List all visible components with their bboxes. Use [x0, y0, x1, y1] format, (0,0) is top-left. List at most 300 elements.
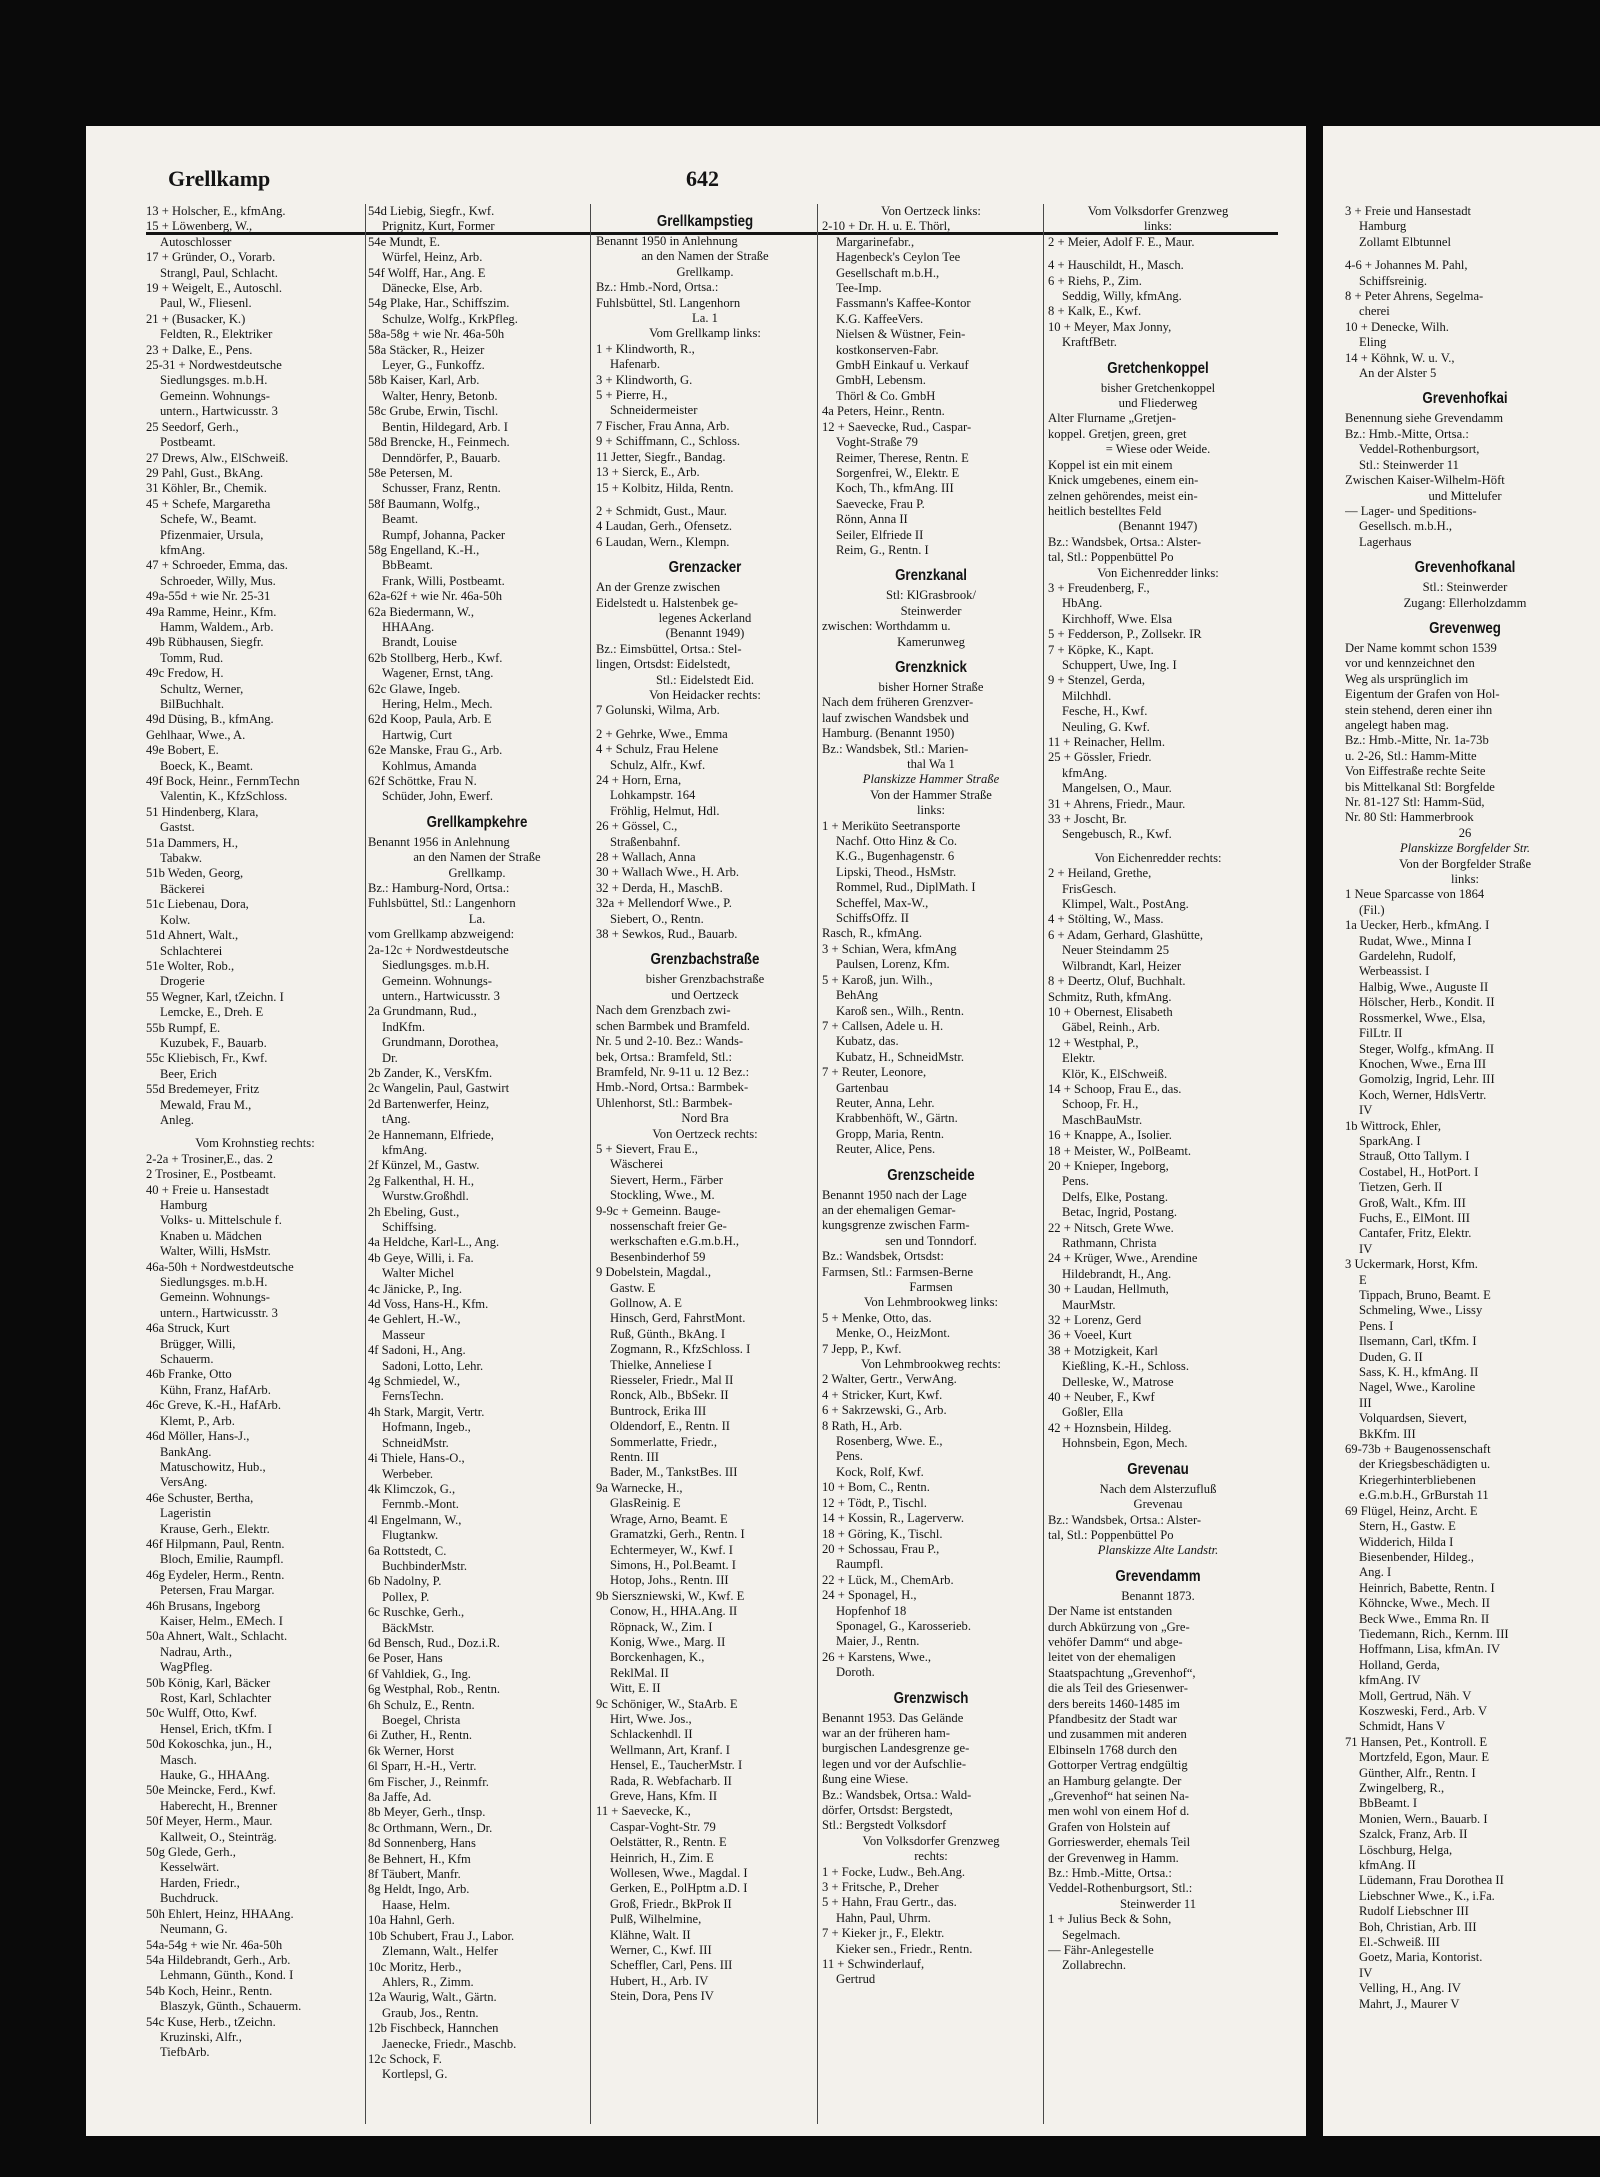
entry-continuation: Stein, Dora, Pens IV — [610, 1989, 714, 2004]
entry-continuation: Hotop, Johs., Rentn. III — [610, 1573, 729, 1588]
entry-continuation: Drogerie — [160, 974, 205, 989]
entry-line: 6f Vahldiek, G., Ing. — [368, 1666, 471, 1681]
entry-line: Eidelstedt u. Halstenbek ge- — [596, 595, 738, 610]
entry-continuation: Hensel, E., TaucherMstr. I — [610, 1758, 743, 1773]
entry-line: Fuhlsbüttel, Stl. Langenhorn — [596, 295, 741, 310]
entry-line: 8a Jaffe, Ad. — [368, 1790, 432, 1805]
entry-line: 49a Ramme, Heinr., Kfm. — [146, 604, 277, 619]
entry-continuation: Hauke, G., HHAAng. — [160, 1768, 270, 1783]
column-divider — [365, 204, 366, 2124]
right-page — [1323, 126, 1600, 2136]
entry-line: 4e Gehlert, H.-W., — [368, 1312, 461, 1327]
entry-line: 62b Stollberg, Herb., Kwf. — [368, 650, 503, 665]
entry-line: Bz.: Wandsbek, Ortsa.: Wald- — [822, 1787, 972, 1802]
entry-continuation: Delfs, Elke, Postang. — [1062, 1189, 1168, 1204]
entry-continuation: Wagener, Ernst, tAng. — [382, 666, 494, 681]
entry-line: 26 + Karstens, Wwe., — [822, 1649, 931, 1664]
entry-continuation: Ang. I — [1359, 1565, 1392, 1580]
entry-continuation: KraftfBetr. — [1062, 335, 1117, 350]
section-note: Von Heidacker rechts: — [649, 687, 761, 702]
entry-continuation: SchiffsOffz. II — [836, 911, 909, 926]
entry-continuation: Hamm, Waldem., Arb. — [160, 619, 274, 634]
entry-continuation: FrisGesch. — [1062, 881, 1117, 896]
entry-line: 24 + Horn, Erna, — [596, 773, 682, 787]
entry-continuation: Conow, H., HHA.Ang. II — [610, 1604, 738, 1619]
entry-continuation: Schauerm. — [160, 1352, 214, 1367]
entry-line: 46a-50h + Nordwestdeutsche — [146, 1259, 294, 1274]
entry-continuation: Gesellsch. m.b.H., — [1359, 519, 1453, 534]
entry-continuation: Kühn, Franz, HafArb. — [160, 1382, 271, 1397]
entry-line: men wohl von einem Hof d. — [1048, 1804, 1190, 1819]
entry-continuation: IV — [1359, 1241, 1373, 1256]
entry-continuation: SchneidMstr. — [382, 1435, 449, 1450]
entry-continuation: Gemeinn. Wohnungs- — [160, 1290, 270, 1305]
entry-line: 3 + Freudenberg, F., — [1048, 580, 1150, 595]
entry-line: 32 + Derda, H., MaschB. — [596, 880, 723, 895]
entry-line: 50e Meincke, Ferd., Kwf. — [146, 1783, 276, 1798]
entry-continuation: Feldten, R., Elektriker — [160, 327, 273, 342]
entry-line: 51a Dammers, H., — [146, 835, 238, 850]
entry-line: 58d Brencke, H., Feinmech. — [368, 435, 510, 450]
entry-continuation: Ilsemann, Carl, tKfm. I — [1359, 1334, 1477, 1349]
entry-line: Uhlenhorst, Stl.: Barmbek- — [596, 1095, 733, 1110]
entry-continuation: Pens. I — [1359, 1318, 1394, 1333]
entry-line: An der Grenze zwischen — [596, 580, 721, 595]
entry-line: 46a Struck, Kurt — [146, 1321, 230, 1336]
entry-line: Bz.: Wandsbek, Ortsdst: — [822, 1249, 944, 1264]
entry-continuation: nossenschaft freier Ge- — [610, 1218, 727, 1233]
entry-line: 7 Fischer, Frau Anna, Arb. — [596, 418, 730, 433]
entry-continuation: Hopfenhof 18 — [836, 1603, 907, 1618]
entry-line: dörfer, Ortsdst: Bergstedt, — [822, 1803, 953, 1817]
entry-continuation: der Kriegsbeschädigten u. — [1359, 1457, 1491, 1472]
entry-continuation: Beamt. — [382, 512, 419, 527]
entry-line: 9c Schöniger, W., StaArb. E — [596, 1696, 738, 1711]
entry-line: 24 + Sponagel, H., — [822, 1588, 917, 1603]
entry-continuation: Volquardsen, Sievert, — [1359, 1411, 1467, 1426]
entry-line: Staatspachtung „Grevenhof“, — [1048, 1665, 1196, 1680]
entry-line: lauf zwischen Wandsbek und — [822, 710, 969, 725]
entry-line: Nach dem früheren Grenzver- — [822, 695, 974, 710]
entry-continuation: Fuchs, E., ElMont. III — [1359, 1210, 1470, 1225]
section-note: Zugang: Ellerholzdamm — [1403, 595, 1527, 610]
entry-line: angelegt haben mag. — [1345, 717, 1449, 732]
entry-continuation: Klimpel, Walt., PostAng. — [1062, 897, 1189, 912]
section-note: Von der Borgfelder Straße — [1398, 856, 1532, 871]
entry-continuation: Kießling, K.-H., Schloss. — [1062, 1359, 1189, 1374]
section-note: Von Lehmbrookweg rechts: — [861, 1357, 1001, 1372]
entry-line: war an der früheren ham- — [822, 1725, 950, 1740]
entry-line: 11 + Saevecke, K., — [596, 1804, 691, 1819]
entry-continuation: Walter, Willi, HsMstr. — [160, 1244, 271, 1259]
entry-continuation: GmbH Einkauf u. Verkauf — [836, 358, 969, 373]
spacer — [1048, 843, 1268, 851]
entry-continuation: An der Alster 5 — [1359, 366, 1437, 381]
entry-continuation: Neuer Steindamm 25 — [1062, 943, 1170, 958]
entry-line: 10 + Bom, C., Rentn. — [822, 1480, 930, 1495]
entry-line: Benennung siehe Grevendamm — [1345, 411, 1504, 426]
entry-continuation: Schneidermeister — [610, 403, 698, 418]
entry-line: 2f Künzel, M., Gastw. — [368, 1158, 480, 1173]
entry-continuation: Koszweski, Ferd., Arb. V — [1359, 1703, 1488, 1718]
section-note: Farmsen — [909, 1280, 953, 1294]
entry-line: zwischen: Worthdamm u. — [822, 619, 951, 634]
entry-continuation: Biesenbender, Hildeg., — [1359, 1549, 1474, 1564]
entry-line: Benannt 1953. Das Gelände — [822, 1710, 964, 1725]
entry-continuation: Siebert, O., Rentn. — [610, 911, 704, 926]
entry-continuation: Nachf. Otto Hinz & Co. — [836, 834, 958, 849]
entry-continuation: Harden, Friedr., — [160, 1875, 240, 1890]
entry-line: tal, Stl.: Poppenbüttel Po — [1048, 550, 1174, 565]
entry-continuation: Stern, H., Gastw. E — [1359, 1519, 1456, 1534]
entry-continuation: Thörl & Co. GmbH — [836, 388, 936, 403]
entry-line: vom Grellkamp abzweigend: — [368, 927, 515, 942]
entry-line: Der Name ist entstanden — [1048, 1604, 1173, 1619]
entry-continuation: Schefe, W., Beamt. — [160, 512, 257, 527]
entry-line: 8c Orthmann, Wern., Dr. — [368, 1820, 493, 1835]
entry-continuation: Goetz, Maria, Kontorist. — [1359, 1950, 1483, 1965]
entry-line: 9 + Stenzel, Gerda, — [1048, 673, 1145, 688]
entry-continuation: Saevecke, Frau P. — [836, 496, 925, 511]
column-divider — [1043, 204, 1044, 2124]
entry-line: 5 + Fedderson, P., Zollsekr. IR — [1048, 627, 1202, 642]
entry-line: 3 + Fritsche, P., Dreher — [822, 1880, 939, 1895]
entry-line: 5 + Hahn, Frau Gertr., das. — [822, 1895, 957, 1910]
entry-continuation: Rathmann, Christa — [1062, 1236, 1157, 1250]
entry-line: 13 + Sierck, E., Arb. — [596, 465, 700, 480]
entry-line: 58b Kaiser, Karl, Arb. — [368, 373, 480, 388]
entry-continuation: Zollamt Elbtunnel — [1359, 234, 1451, 249]
entry-continuation: Reim, G., Rentn. I — [836, 542, 929, 557]
spacer — [1048, 250, 1268, 258]
entry-continuation: BkKfm. III — [1359, 1426, 1416, 1441]
entry-continuation: Graub, Jos., Rentn. — [382, 2005, 479, 2020]
entry-line: 36 + Voeel, Kurt — [1048, 1328, 1132, 1343]
entry-line: durch Abkürzung von „Gre- — [1048, 1619, 1190, 1634]
entry-line: — Fähr-Anlegestelle — [1048, 1943, 1154, 1958]
right-page-column — [1345, 204, 1585, 2012]
street-heading: Grevenweg — [1429, 619, 1501, 637]
entry-continuation: Krabbenhöft, W., Gärtn. — [836, 1111, 958, 1126]
entry-continuation: untern., Hartwicusstr. 3 — [160, 1305, 278, 1320]
entry-continuation: Rudat, Wwe., Minna I — [1359, 933, 1472, 948]
entry-continuation: Costabel, H., HotPort. I — [1359, 1164, 1479, 1179]
entry-line: Bz.: Wandsbek, Ortsa.: Alster- — [1048, 1512, 1202, 1527]
entry-continuation: kfmAng. II — [1359, 1858, 1416, 1873]
entry-continuation: kfmAng. IV — [1359, 1673, 1421, 1688]
entry-continuation: Gäbel, Reinh., Arb. — [1062, 1020, 1160, 1035]
entry-continuation: Neumann, G. — [160, 1922, 228, 1937]
entry-continuation: Rada, R. Webfacharb. II — [610, 1773, 732, 1788]
entry-continuation: Doroth. — [836, 1665, 875, 1680]
entry-continuation: Gartenbau — [836, 1080, 889, 1095]
entry-continuation: kfmAng. — [382, 1142, 428, 1157]
entry-line: 6c Ruschke, Gerh., — [368, 1605, 465, 1620]
entry-continuation: Hinsch, Gerd, FahrstMont. — [610, 1311, 746, 1326]
entry-continuation: Wäscherei — [610, 1157, 664, 1172]
entry-continuation: Rosenberg, Wwe. E., — [836, 1434, 943, 1449]
page-header — [86, 166, 1306, 196]
entry-line: die als Teil des Griesenwer- — [1048, 1681, 1188, 1696]
entry-continuation: Kallweit, O., Steinträg. — [160, 1829, 277, 1844]
entry-continuation: Kubatz, das. — [836, 1034, 899, 1049]
entry-continuation: BilBuchhalt. — [160, 697, 225, 711]
entry-line: 4 + Schulz, Frau Helene — [596, 742, 719, 757]
entry-line: Bz.: Hmb.-Mitte, Ortsa.: — [1048, 1866, 1172, 1881]
entry-continuation: Menke, O., HeizMont. — [836, 1326, 951, 1341]
section-note: Stl: KlGrasbrook/ — [886, 588, 976, 603]
entry-line: 8e Behnert, H., Kfm — [368, 1851, 471, 1866]
entry-continuation: Autoschlosser — [160, 234, 232, 249]
entry-line: 8b Meyer, Gerh., tInsp. — [368, 1805, 486, 1820]
entry-line: 11 + Reinacher, Hellm. — [1048, 735, 1165, 749]
entry-line: Elbinseln 1768 durch den — [1048, 1742, 1178, 1757]
entry-line: zelnen gehörendes, meist ein- — [1048, 488, 1198, 503]
entry-continuation: Walter Michel — [382, 1266, 455, 1281]
entry-continuation: Hofmann, Ingeb., — [382, 1420, 471, 1435]
entry-line: Hmb.-Nord, Ortsa.: Barmbek- — [596, 1080, 749, 1095]
section-note: Nord Bra — [681, 1111, 729, 1126]
entry-line: 6h Schulz, E., Rentn. — [368, 1697, 475, 1712]
entry-line: 69 Flügel, Heinz, Archt. E — [1345, 1503, 1478, 1518]
entry-continuation: e.G.m.b.H., GrBurstah 11 — [1359, 1488, 1489, 1503]
entry-line: 6 + Sakrzewski, G., Arb. — [822, 1403, 947, 1418]
entry-continuation: IndKfm. — [382, 1019, 426, 1034]
entry-line: 55d Bredemeyer, Fritz — [146, 1082, 260, 1097]
entry-continuation: Milchhdl. — [1062, 688, 1112, 703]
entry-line: Bz.: Hmb.-Nord, Ortsa.: — [596, 280, 719, 295]
entry-line: 40 + Freie u. Hansestadt — [146, 1182, 269, 1197]
entry-continuation: Kolw. — [160, 912, 191, 927]
entry-line: 32a + Mellendorf Wwe., P. — [596, 896, 732, 911]
entry-line: 19 + Weigelt, E., Autoschl. — [146, 281, 282, 296]
entry-line: 46c Greve, K.-H., HafArb. — [146, 1398, 281, 1413]
entry-continuation: Fröhlig, Helmut, Hdl. — [610, 803, 720, 818]
entry-continuation: Tee-Imp. — [836, 281, 882, 296]
street-heading: Grenzscheide — [887, 1166, 975, 1184]
entry-continuation: Tiedemann, Rich., Kernm. III — [1359, 1626, 1509, 1641]
entry-continuation: Hirt, Wwe. Jos., — [610, 1711, 692, 1726]
entry-line: 18 + Meister, W., PolBeamt. — [1048, 1143, 1192, 1158]
entry-continuation: Velling, H., Ang. IV — [1359, 1981, 1461, 1996]
entry-continuation: MaschBauMstr. — [1062, 1112, 1143, 1127]
entry-line: 46e Schuster, Bertha, — [146, 1490, 254, 1505]
entry-continuation: Hamburg — [1359, 219, 1407, 234]
entry-line: 27 Drews, Alw., ElSchweiß. — [146, 450, 289, 465]
entry-continuation: Köhncke, Wwe., Mech. II — [1359, 1596, 1490, 1611]
entry-continuation: Goßler, Ella — [1062, 1405, 1124, 1420]
entry-line: 50b König, Karl, Bäcker — [146, 1675, 271, 1690]
entry-continuation: Scheffel, Max-W., — [836, 895, 929, 910]
street-heading: Grenzwisch — [893, 1689, 969, 1707]
entry-continuation: Haase, Helm. — [382, 1897, 451, 1912]
entry-continuation: Lagerhaus — [1359, 534, 1412, 549]
entry-line: 12c Schock, F. — [368, 2051, 442, 2066]
section-note: Benannt 1873. — [1121, 1588, 1195, 1603]
entry-continuation: Knochen, Wwe., Erna III — [1359, 1056, 1487, 1071]
entry-continuation: Kuzubek, F., Bauarb. — [160, 1035, 267, 1050]
entry-continuation: Seddig, Willy, kfmAng. — [1062, 289, 1182, 304]
entry-line: 4l Engelmann, W., — [368, 1512, 462, 1527]
entry-line: Fuhlsbüttel, Stl.: Langenhorn — [368, 896, 516, 911]
entry-continuation: Ahlers, R., Zimm. — [382, 1974, 474, 1989]
entry-line: bek, Ortsa.: Bramfeld, Stl.: — [596, 1049, 733, 1064]
entry-continuation: Schultz, Werner, — [160, 681, 244, 696]
entry-line: 58g Engelland, K.-H., — [368, 542, 480, 557]
entry-continuation: Tippach, Bruno, Beamt. E — [1359, 1288, 1491, 1302]
entry-continuation: Dänecke, Else, Arb. — [382, 281, 483, 296]
entry-line: 58c Grube, Erwin, Tischl. — [368, 404, 499, 419]
entry-continuation: Masseur — [382, 1327, 425, 1342]
street-heading: Grevendamm — [1115, 1567, 1201, 1585]
section-note: Grellkamp. — [676, 264, 734, 279]
entry-continuation: Rost, Karl, Schlachter — [160, 1691, 272, 1705]
entry-line: 55c Kliebisch, Fr., Kwf. — [146, 1051, 268, 1066]
entry-continuation: Nagel, Wwe., Karoline — [1359, 1380, 1476, 1395]
entry-line: Stl.: Bergstedt Volksdorf — [822, 1818, 947, 1833]
entry-line: 4b Geye, Willi, i. Fa. — [368, 1250, 474, 1265]
entry-line: 40 + Neuber, F., Kwf — [1048, 1390, 1155, 1405]
entry-continuation: Rossmerkel, Wwe., Elsa, — [1359, 1010, 1486, 1025]
entry-line: 2-2a + Trosiner,E., das. 2 — [146, 1151, 273, 1166]
section-note: Kamerunweg — [897, 634, 965, 649]
column-1 — [146, 204, 364, 2124]
entry-line: 46g Eydeler, Herm., Rentn. — [146, 1567, 285, 1582]
section-note: rechts: — [914, 1849, 948, 1864]
entry-line: 4a Peters, Heinr., Rentn. — [822, 404, 945, 419]
entry-line: ders bereits 1460-1485 im — [1048, 1696, 1180, 1711]
entry-line: 9 + Schiffmann, C., Schloss. — [596, 434, 741, 449]
entry-line: vehöfer Damm“ und abge- — [1048, 1634, 1183, 1649]
entry-continuation: Scheffler, Carl, Pens. III — [610, 1958, 733, 1973]
entry-continuation: FilLtr. II — [1359, 1026, 1403, 1041]
entry-continuation: Schroeder, Willy, Mus. — [160, 573, 276, 588]
entry-line: 16 + Knappe, A., Isolier. — [1048, 1128, 1172, 1143]
entry-continuation: Tabakw. — [160, 851, 203, 866]
entry-line: 32 + Lorenz, Gerd — [1048, 1313, 1142, 1328]
entry-continuation: Eling — [1359, 335, 1387, 350]
entry-continuation: Blaszyk, Günth., Schauerm. — [160, 1999, 302, 2014]
entry-line: Zwischen Kaiser-Wilhelm-Höft — [1345, 473, 1505, 488]
entry-continuation: Stockling, Wwe., M. — [610, 1188, 715, 1203]
entry-line: Bz.: Wandsbek, Ortsa.: Alster- — [1048, 534, 1202, 549]
section-note: an den Namen der Straße — [413, 850, 541, 865]
entry-continuation: Veddel-Rothenburgsort, — [1359, 442, 1480, 457]
entry-continuation: FernsTechn. — [382, 1389, 444, 1404]
entry-line: 4 + Stölting, W., Mass. — [1048, 912, 1164, 927]
entry-line: 11 + Schwinderlauf, — [822, 1957, 925, 1972]
section-note: (Benannt 1949) — [665, 626, 745, 641]
entry-continuation: Sadoni, Lotto, Lehr. — [382, 1358, 484, 1373]
entry-continuation: Hamburg — [160, 1198, 208, 1212]
entry-line: 2 Trosiner, E., Postbeamt. — [146, 1167, 276, 1182]
entry-continuation: Schiffsing. — [382, 1220, 437, 1234]
entry-continuation: Bentin, Hildegard, Arb. I — [382, 419, 508, 434]
entry-line: 25-31 + Nordwestdeutsche — [146, 358, 282, 373]
entry-line: 5 + Karoß, jun. Wilh., — [822, 972, 933, 987]
entry-line: 54g Plake, Har., Schiffszim. — [368, 296, 510, 311]
entry-continuation: Hafenarb. — [610, 357, 660, 372]
entry-line: 22 + Nitsch, Grete Wwe. — [1048, 1220, 1174, 1235]
entry-line: 6l Sparr, H.-H., Vertr. — [368, 1759, 477, 1774]
entry-line: 2 + Gehrke, Wwe., Emma — [596, 726, 728, 741]
entry-continuation: BbBeamt. I — [1359, 1796, 1418, 1811]
entry-line: „Grevenhof“ hat seinen Na- — [1048, 1789, 1189, 1803]
entry-line: 4f Sadoni, H., Ang. — [368, 1343, 466, 1358]
entry-line: 1 + Klindworth, R., — [596, 341, 695, 356]
entry-continuation: Schuppert, Uwe, Ing. I — [1062, 657, 1177, 672]
entry-continuation: Hartwig, Curt — [382, 727, 452, 742]
entry-continuation: Gropp, Maria, Rentn. — [836, 1126, 945, 1141]
entry-line: 10 + Denecke, Wilh. — [1345, 319, 1449, 334]
entry-line: 12b Fischbeck, Hannchen — [368, 2021, 499, 2036]
entry-continuation: Betac, Ingrid, Postang. — [1062, 1205, 1178, 1220]
entry-continuation: Gramatzki, Gerh., Rentn. I — [610, 1527, 745, 1542]
entry-continuation: ReklMal. II — [610, 1665, 669, 1680]
entry-line: 55b Rumpf, E. — [146, 1020, 221, 1035]
entry-continuation: Straßenbahnf. — [610, 834, 681, 849]
entry-continuation: Siedlungsges. m.b.H. — [160, 1275, 268, 1290]
entry-line: 6 + Riehs, P., Zim. — [1048, 273, 1142, 288]
entry-line: 51b Weden, Georg, — [146, 866, 244, 881]
entry-line: 2d Bartenwerfer, Heinz, — [368, 1096, 490, 1111]
entry-continuation: Valentin, K., KfzSchloss. — [160, 789, 288, 804]
section-note: thal Wa 1 — [907, 757, 955, 771]
entry-continuation: E — [1359, 1272, 1367, 1287]
section-note: legenes Ackerland — [658, 610, 752, 625]
entry-continuation: kfmAng. — [1062, 765, 1108, 780]
entry-line: 50f Meyer, Herm., Maur. — [146, 1814, 273, 1829]
entry-continuation: Gertrud — [836, 1972, 876, 1987]
entry-line: 3 + Schian, Wera, kfmAng — [822, 941, 957, 956]
entry-continuation: Kieker sen., Friedr., Rentn. — [836, 1941, 973, 1956]
entry-continuation: Zlemann, Walt., Helfer — [382, 1944, 498, 1959]
entry-continuation: IV — [1359, 1965, 1373, 1980]
entry-line: 46f Hilpmann, Paul, Rentn. — [146, 1536, 285, 1551]
entry-line: 21 + (Busacker, K.) — [146, 311, 246, 326]
entry-continuation: Buchdruck. — [160, 1891, 219, 1906]
entry-continuation: Gomolzig, Ingrid, Lehr. III — [1359, 1072, 1495, 1087]
column-5 — [1048, 204, 1268, 2124]
section-note: bisher Gretchenkoppel — [1100, 380, 1216, 395]
entry-continuation: Anleg. — [160, 1112, 194, 1127]
entry-continuation: Boh, Christian, Arb. III — [1359, 1919, 1477, 1934]
entry-line: Hamburg. (Benannt 1950) — [822, 726, 955, 741]
entry-line: 4k Klimczok, G., — [368, 1481, 456, 1496]
entry-line: 3 + Freie und Hansestadt — [1345, 204, 1472, 218]
entry-continuation: SparkAng. I — [1359, 1133, 1421, 1148]
entry-continuation: Nielsen & Wüstner, Fein- — [836, 327, 966, 342]
entry-continuation: Riesseler, Friedr., Mal II — [610, 1373, 734, 1388]
entry-continuation: Mangelsen, O., Maur. — [1062, 781, 1172, 796]
entry-line: 25 Seedorf, Gerh., — [146, 419, 239, 434]
entry-line: 10c Moritz, Herb., — [368, 1959, 462, 1974]
entry-continuation: Oldendorf, E., Rentn. II — [610, 1419, 730, 1434]
entry-line: Bz.: Wandsbek, Stl.: Marien- — [822, 741, 969, 756]
entry-line: 58e Petersen, M. — [368, 465, 453, 480]
entry-continuation: BäckMstr. — [382, 1620, 435, 1635]
entry-continuation: Koch, Th., kfmAng. III — [836, 481, 954, 496]
section-note: La. — [468, 911, 486, 926]
section-note: Stl.: Steinwerder — [1422, 580, 1508, 595]
entry-continuation: Lüdemann, Frau Dorothea II — [1359, 1873, 1504, 1888]
entry-line: 47 + Schroeder, Emma, das. — [146, 558, 288, 573]
entry-line: Nach dem Grenzbach zwi- — [596, 1003, 731, 1018]
entry-line: 46d Möller, Hans-J., — [146, 1429, 250, 1444]
entry-line: 69-73b + Baugenossenschaft — [1345, 1442, 1491, 1457]
entry-line: 8 + Deertz, Oluf, Buchhalt. — [1048, 974, 1186, 989]
spacer — [596, 496, 814, 504]
